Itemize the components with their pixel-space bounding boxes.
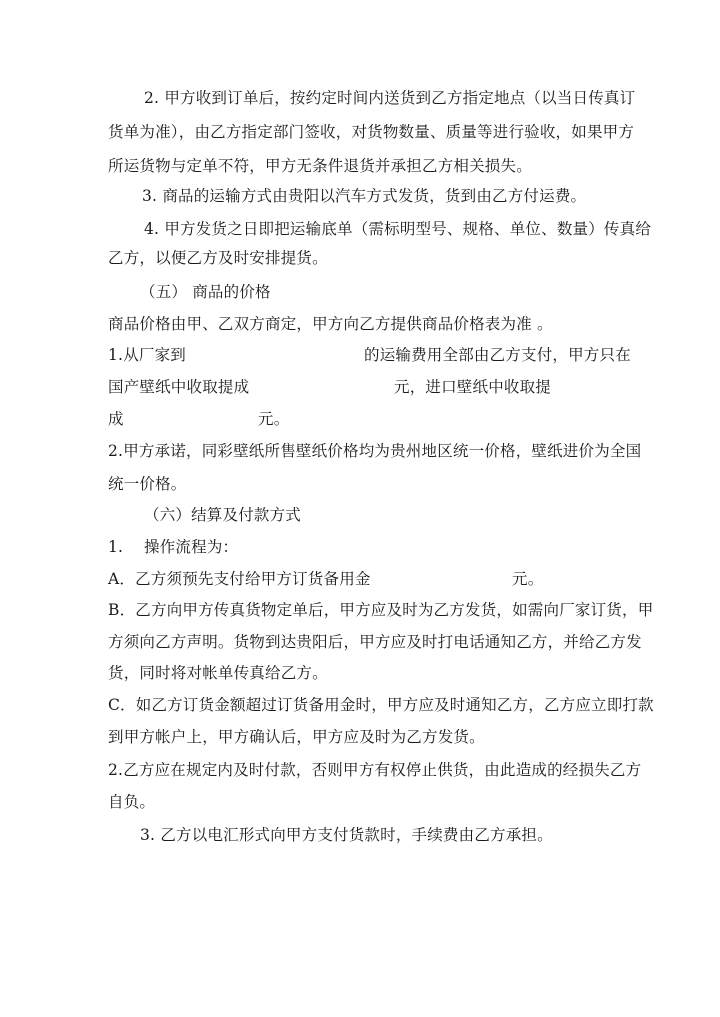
text-line: 自负。 (108, 793, 156, 811)
text-line: 方须向乙方声明。货物到达贵阳后，甲方应及时打电话通知乙方，并给乙方发 (108, 633, 642, 651)
text-line: 元。 (258, 410, 290, 428)
text-line: 2. 甲方收到订单后，按约定时间内送货到乙方指定地点（以当日传真订 (144, 89, 636, 107)
text-line: 2.甲方承诺，同彩壁纸所售壁纸价格均为贵州地区统一价格，壁纸进价为全国 (108, 442, 642, 460)
text-line: 统一价格。 (108, 475, 187, 493)
text-line: 4. 甲方发货之日即把运输底单（需标明型号、规格、单位、数量）传真给 (144, 220, 652, 238)
text-line: 2.乙方应在规定内及时付款，否则甲方有权停止供货，由此造成的经损失乙方 (108, 761, 642, 779)
text-line: 成 (108, 410, 124, 428)
text-line: 3. 乙方以电汇形式向甲方支付货款时，手续费由乙方承担。 (140, 826, 553, 844)
text-line: 货单为准），由乙方指定部门签收，对货物数量、质量等进行验收，如果甲方 (108, 123, 635, 141)
section-heading: （六）结算及付款方式 (144, 506, 302, 524)
text-line: 商品价格由甲、乙双方商定，甲方向乙方提供商品价格表为准 。 (108, 315, 553, 333)
text-line: 元。 (512, 570, 544, 588)
text-line: 1.从厂家到 (108, 346, 186, 364)
text-line: 所运货物与定单不符，甲方无条件退货并承担乙方相关损失。 (108, 157, 532, 175)
text-line: 乙方，以便乙方及时安排提货。 (108, 249, 328, 267)
text-line: A．乙方须预先支付给甲方订货备用金 (108, 570, 371, 588)
text-line: 货，同时将对帐单传真给乙方。 (108, 664, 328, 682)
text-line: 3. 商品的运输方式由贵阳以汽车方式发货，货到由乙方付运费。 (142, 187, 587, 205)
text-line: B．乙方向甲方传真货物定单后，甲方应及时为乙方发货，如需向厂家订货，甲 (108, 601, 654, 619)
section-heading: （五） 商品的价格 (140, 283, 271, 301)
text-line: 1. 操作流程为： (108, 538, 239, 556)
text-line: C．如乙方订货金额超过订货备用金时，甲方应及时通知乙方，乙方应立即打款 (108, 696, 654, 714)
text-line: 的运输费用全部由乙方支付，甲方只在 (364, 346, 631, 364)
text-line: 国产壁纸中收取提成 (108, 378, 250, 396)
text-line: 到甲方帐户上，甲方确认后，甲方应及时为乙方发货。 (108, 728, 485, 746)
text-line: 元，进口壁纸中收取提 (394, 378, 552, 396)
